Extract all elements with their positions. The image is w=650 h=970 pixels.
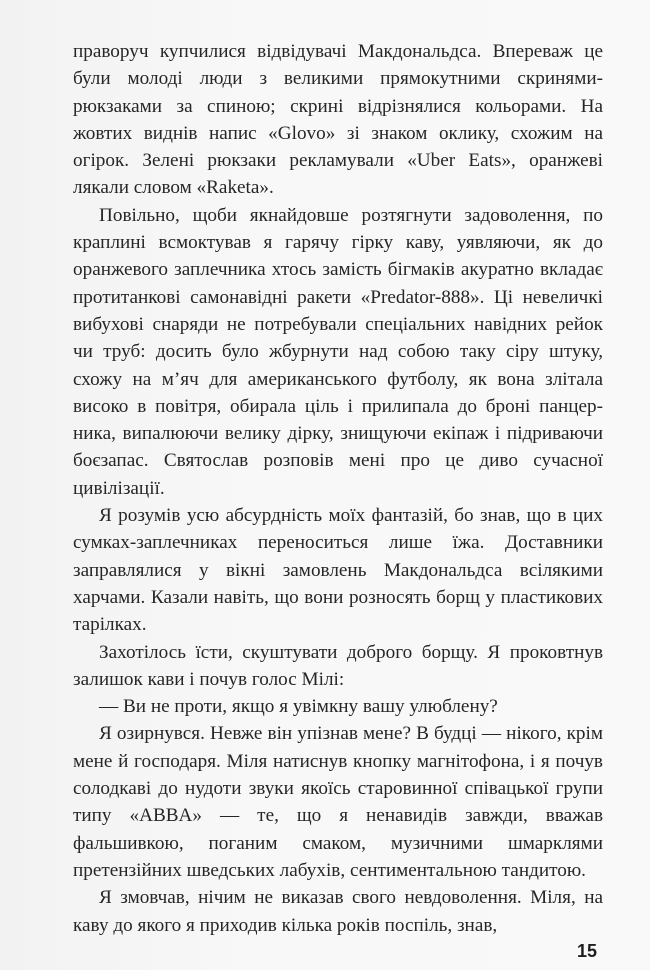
paragraph-7: Я змовчав, нічим не виказав свого невдоволення. Міля, на каву до якого я приходив кілька років поспіль, знав, (73, 887, 603, 936)
body-text (73, 38, 603, 939)
paragraph-4: Захотілось їсти, скуштувати доброго борщу. Я проковтнув залишок кави і почув голос Мілі: (73, 641, 603, 690)
dialogue-line: — Ви не проти, якщо я увімкну вашу улюблену? (99, 696, 498, 718)
paragraph-2: Повільно, щоби якнайдовше розтягнути задоволення, по краплині всмоктував я гарячу гірку каву, уявляючи, як до оранжевого заплечника хтось замість бігмаків акуратно вкладає протитанкові самонавідні ракети «Predator-888». Ці невеличкі вибухові снаряди не потребували спеціальних навідних рейок чи труб: досить було жбурнути над собою таку сіру штуку, схожу на м’яч для американського футболу, як вона злітала високо в повітря, обирала ціль і прилипала до броні панцерника, випалюючи велику дірку, знищуючи екіпаж і підриваючи боєзапас. Святослав розповів мені про це диво сучасної цивілізації. (73, 204, 603, 499)
page-number: 15 (577, 941, 598, 961)
paragraph-3: Я розумів усю абсурдність моїх фантазій, бо знав, що в цих сумках-заплечниках переноситься лише їжа. Доставники заправлялися у вікні замовлень Макдональдса всілякими харчами. Казали навіть, що вони розносять борщ у пластикових тарілках. (73, 505, 603, 636)
paragraph-1: праворуч купчилися відвідувачі Макдональдса. Впереваж це були молоді люди з великими прямокутними скринями-рюкзаками за спиною; скрині відрізнялися кольорами. На жовтих виднів напис «Glovo» зі знаком оклику, схожим на огірок. Зелені рюкзаки рекламували «Uber Eats», оранжеві лякали словом «Raketa». (73, 41, 603, 199)
paragraph-6: Я озирнувся. Невже він упізнав мене? В будці — нікого, крім мене й господаря. Міля натиснув кнопку магнітофона, і я почув солодкаві до нудоти звуки якоїсь старовинної співацької групи типу «ABBA» — те, що я ненавидів завжди, вважав фальшивкою, поганим смаком, музичними шмарклями претензійних шведських лабухів, сентиментальною тандитою. (73, 723, 603, 881)
